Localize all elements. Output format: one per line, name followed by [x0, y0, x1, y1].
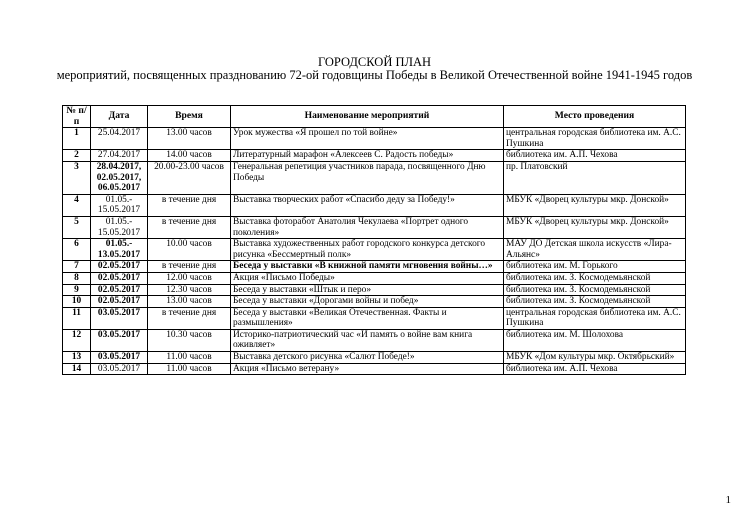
row-event-name: Урок мужества «Я прошел по той войне» [231, 128, 504, 150]
row-place: библиотека им. А.П. Чехова [504, 363, 686, 375]
row-num: 9 [63, 284, 91, 296]
row-event-name: Беседа у выставки «Дорогами войны и побед» [231, 296, 504, 308]
row-date: 01.05.- 13.05.2017 [91, 239, 148, 261]
table-row [63, 363, 686, 375]
row-num: 2 [63, 150, 91, 162]
row-event-name: Генеральная репетиция участников парада, посвященного Дню Победы [231, 161, 504, 194]
row-event-name: Историко-патриотический час «И память о войне вам книга оживляет» [231, 329, 504, 351]
column-header-time: Время [148, 106, 231, 128]
column-header-name: Наименование мероприятий [231, 106, 504, 128]
row-event-name: Выставка творческих работ «Спасибо деду за Победу!» [231, 194, 504, 216]
row-time: в течение дня [148, 216, 231, 238]
table-row [63, 150, 686, 162]
row-time: 11.00 часов [148, 363, 231, 375]
row-time: 10.00 часов [148, 239, 231, 261]
row-date: 02.05.2017 [91, 296, 148, 308]
row-place: библиотека им. М. Шолохова [504, 329, 686, 351]
row-place: библиотека им. З. Космодемьянской [504, 272, 686, 284]
row-time: 13.00 часов [148, 128, 231, 150]
page-number: 1 [725, 494, 731, 506]
row-place: центральная городская библиотека им. А.С. Пушкина [504, 307, 686, 329]
row-place: МБУК «Дом культуры мкр. Октябрьский» [504, 352, 686, 364]
row-num: 8 [63, 272, 91, 284]
row-date: 01.05.- 15.05.2017 [91, 216, 148, 238]
row-time: 13.00 часов [148, 296, 231, 308]
table-row [63, 284, 686, 296]
row-num: 6 [63, 239, 91, 261]
row-time: 11.00 часов [148, 352, 231, 364]
column-header-num: № п/п [63, 106, 91, 128]
row-time: в течение дня [148, 307, 231, 329]
row-num: 3 [63, 161, 91, 194]
row-date: 03.05.2017 [91, 363, 148, 375]
table-row [63, 216, 686, 238]
row-num: 12 [63, 329, 91, 351]
row-time: в течение дня [148, 194, 231, 216]
row-place: МБУК «Дворец культуры мкр. Донской» [504, 216, 686, 238]
table-row [63, 272, 686, 284]
row-event-name: Беседа у выставки «Великая Отечественная. Факты и размышления» [231, 307, 504, 329]
table-row [63, 194, 686, 216]
row-date: 03.05.2017 [91, 329, 148, 351]
row-time: 20.00-23.00 часов [148, 161, 231, 194]
table-header-row [63, 106, 686, 128]
row-place: МБУК «Дворец культуры мкр. Донской» [504, 194, 686, 216]
row-place: библиотека им. М. Горького [504, 261, 686, 273]
row-event-name: Беседа у выставки «В книжной памяти мгновения войны…» [231, 261, 504, 273]
row-event-name: Акция «Письмо ветерану» [231, 363, 504, 375]
row-event-name: Выставка художественных работ городского конкурса детского рисунка «Бессмертный полк» [231, 239, 504, 261]
row-time: 14.00 часов [148, 150, 231, 162]
row-place: МАУ ДО Детская школа искусств «Лира-Альянс» [504, 239, 686, 261]
row-place: центральная городская библиотека им. А.С. Пушкина [504, 128, 686, 150]
row-date: 01.05.- 15.05.2017 [91, 194, 148, 216]
row-num: 11 [63, 307, 91, 329]
row-date: 03.05.2017 [91, 352, 148, 364]
document-title: ГОРОДСКОЙ ПЛАН [317, 55, 432, 69]
row-num: 10 [63, 296, 91, 308]
row-date: 02.05.2017 [91, 261, 148, 273]
row-num: 5 [63, 216, 91, 238]
row-event-name: Беседа у выставки «Штык и перо» [231, 284, 504, 296]
row-date: 27.04.2017 [91, 150, 148, 162]
row-num: 13 [63, 352, 91, 364]
row-num: 7 [63, 261, 91, 273]
table-row [63, 329, 686, 351]
row-date: 03.05.2017 [91, 307, 148, 329]
row-num: 1 [63, 128, 91, 150]
row-place: пр. Платовский [504, 161, 686, 194]
table-row [63, 261, 686, 273]
row-num: 4 [63, 194, 91, 216]
row-event-name: Выставка фоторабот Анатолия Чекулаева «Портрет одного поколения» [231, 216, 504, 238]
row-num: 14 [63, 363, 91, 375]
row-time: 10.30 часов [148, 329, 231, 351]
row-place: библиотека им. З. Космодемьянской [504, 284, 686, 296]
row-time: в течение дня [148, 261, 231, 273]
table-row [63, 296, 686, 308]
row-event-name: Выставка детского рисунка «Салют Победе!» [231, 352, 504, 364]
row-time: 12.30 часов [148, 284, 231, 296]
row-event-name: Акция «Письмо Победы» [231, 272, 504, 284]
row-date: 28.04.2017, 02.05.2017, 06.05.2017 [91, 161, 148, 194]
table-row [63, 161, 686, 194]
row-time: 12.00 часов [148, 272, 231, 284]
events-table [62, 105, 686, 375]
row-event-name: Литературный марафон «Алексеев С. Радость победы» [231, 150, 504, 162]
row-place: библиотека им. А.П. Чехова [504, 150, 686, 162]
column-header-place: Место проведения [504, 106, 686, 128]
row-date: 02.05.2017 [91, 284, 148, 296]
row-date: 25.04.2017 [91, 128, 148, 150]
column-header-date: Дата [91, 106, 148, 128]
document-subtitle: мероприятий, посвященных празднованию 72-ой годовщины Победы в Великой Отечественной войне 1941-1945 годов [56, 68, 693, 82]
row-place: библиотека им. З. Космодемьянской [504, 296, 686, 308]
table-row [63, 307, 686, 329]
row-date: 02.05.2017 [91, 272, 148, 284]
table-row [63, 128, 686, 150]
table-row [63, 239, 686, 261]
table-row [63, 352, 686, 364]
